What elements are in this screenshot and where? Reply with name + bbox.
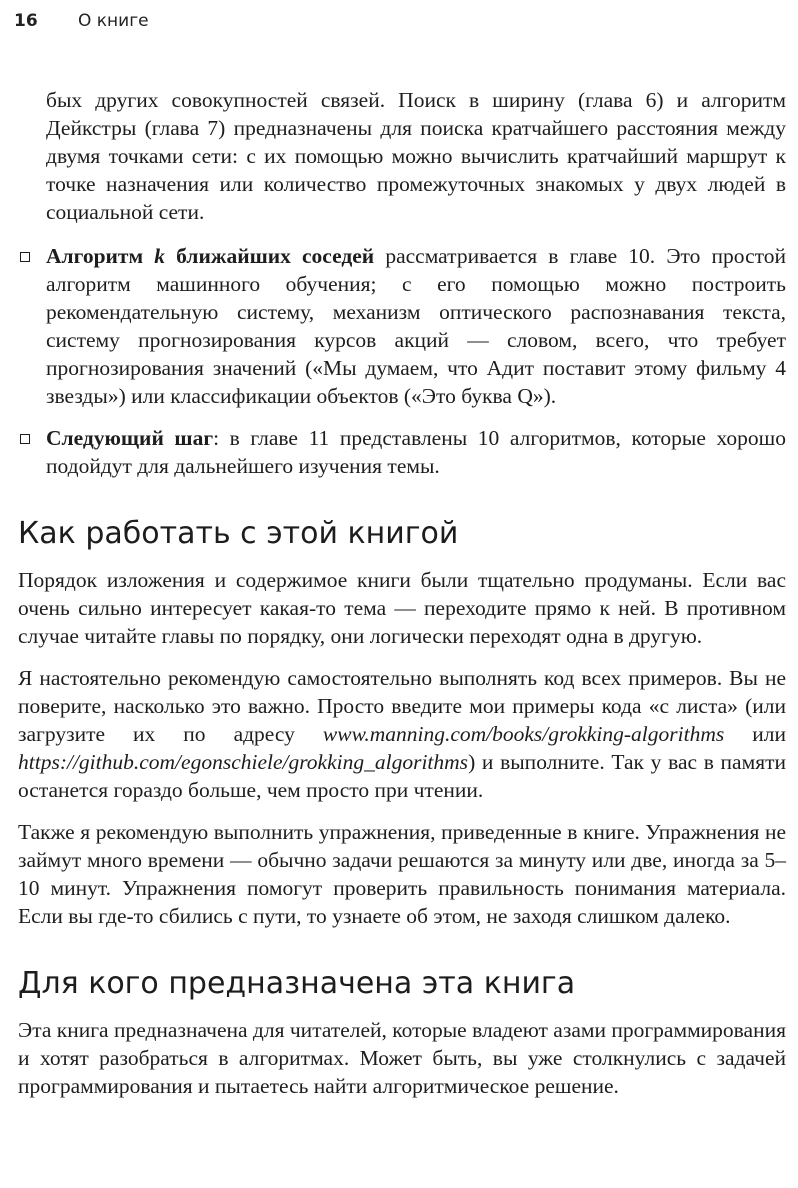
bullet-term: Алгоритм k ближайших соседей (46, 244, 375, 268)
page-number: 16 (14, 11, 38, 31)
section-heading: Как работать с этой книгой (18, 516, 459, 551)
continuation-paragraph: бых других совокупностей связей. Поиск в ширину (глава 6) и алгоритм Дейкстры (глава 7) предназначены для поиска кратчайшего расстояния между двумя точками сети: с их помощью можно вычислить кратчайший маршрут к точке назначения или количество промежуточных знакомых у двух людей в социальной сети. (46, 88, 786, 224)
page-body (18, 86, 786, 1114)
checkbox-bullet-icon (20, 434, 30, 444)
paragraph: Порядок изложения и содержимое книги были тщательно продуманы. Если вас очень сильно интересует какая-то тема — переходите прямо к ней. В противном случае читайте главы по порядку, они логически переходят одна в другую. (18, 568, 786, 648)
link-github: https://github.com/egonschiele/grokking_algorithms (18, 750, 469, 774)
section-heading: Для кого предназначена эта книга (18, 966, 576, 1001)
link-manning: www.manning.com/books/grokking-algorithms (322, 722, 725, 746)
bullet-text: рассматривается в главе 10. Это простой алгоритм машинного обучения; с его помощью можно построить рекомендательную систему, механизм оптического распознавания текста, систему прогнозирования курсов акций — словом, всего, что требует прогнозирования значений («Мы думаем, что Адит поставит этому фильму 4 звезды») или классификации объектов («Это буква Q»). (46, 244, 786, 408)
running-title: О книге (78, 11, 149, 31)
list-item (18, 424, 786, 480)
paragraph: Я настоятельно рекомендую самостоятельно выполнять код всех примеров. Вы не поверите, насколько это важно. Просто введите мои примеры кода «с листа» (или загрузите их по адресу www.manning.com/books/grokking-algorithms или https://github.com/egonschiele/grokking_algorithms) и выполните. Так у вас в памяти останется гораздо больше, чем просто при чтении. (18, 666, 786, 802)
bullet-text: : в главе 11 представлены 10 алгоритмов, которые хорошо подойдут для дальнейшего изучения темы. (46, 426, 786, 478)
list-item (18, 242, 786, 410)
checkbox-bullet-icon (20, 252, 30, 262)
paragraph: Также я рекомендую выполнить упражнения, приведенные в книге. Упражнения не займут много времени — обычно задачи решаются за минуту или две, иногда за 5–10 минут. Упражнения помогут проверить правильность понимания материала. Если вы где-то сбились с пути, то узнаете об этом, не заходя слишком далеко. (18, 820, 786, 928)
paragraph: Эта книга предназначена для читателей, которые владеют азами программирования и хотят разобраться в алгоритмах. Может быть, вы уже столкнулись с задачей программирования и пытаетесь найти алгоритмическое решение. (18, 1018, 786, 1098)
bullet-term: Следующий шаг (46, 426, 214, 450)
page-header (14, 8, 149, 34)
